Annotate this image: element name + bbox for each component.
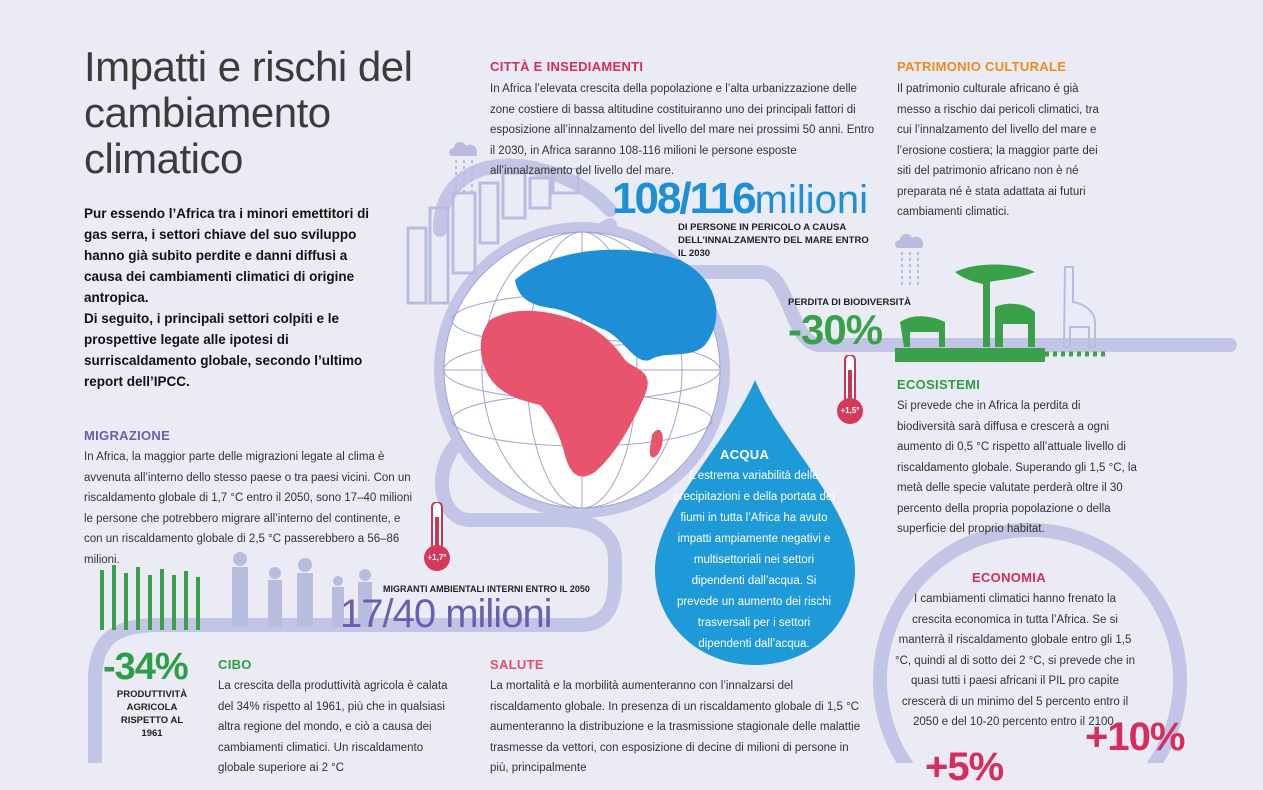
acqua-text: L’estrema variabilità delle precipitazioni e della portata dei fiumi in tutta l’Africa ha avuto impatti ampiamente negativi e multisettoriali nei settori dipendenti dall’acqua. Si prevede un aumento dei rischi trasversali per i settori dipendenti dall’acqua. bbox=[673, 470, 835, 650]
cibo-caption: PRODUTTIVITÀ AGRICOLA RISPETTO AL 1961 bbox=[116, 689, 188, 739]
economia-figure-10: +10% bbox=[1085, 715, 1185, 759]
thermometer-icon bbox=[835, 355, 865, 425]
acqua-heading: ACQUA bbox=[720, 447, 770, 462]
city-skyline-illustration bbox=[398, 168, 598, 308]
economia-figure-5: +5% bbox=[925, 745, 1004, 789]
salute-text: La mortalità e la morbilità aumenteranno con l’innalzarsi del riscaldamento globale. In presenza di un riscaldamento globale di 1,5 °C aumenteranno la distribuzione e la trasmissione stagionale delle malattie trasmesse da vettori, con esposizione di decine di milioni di persone in più, principalmente bbox=[490, 680, 861, 774]
economia-heading: ECONOMIA bbox=[972, 570, 1046, 585]
ecosistemi-text: Si prevede che in Africa la perdita di biodiversità sarà diffusa e crescerà a ogni aumento di 0,5 °C rispetto all’attuale livello di riscaldamento globale. Superando gli 1,5 °C, la metà delle specie valutate perderà oltre il 30 percento della propria popolazione o della superficie del proprio habitat. bbox=[897, 400, 1137, 535]
citta-caption: DI PERSONE IN PERICOLO A CAUSA DELL’INNALZAMENTO DEL MARE ENTRO IL 2030 bbox=[678, 222, 869, 259]
thermometer-label: +1,5° bbox=[840, 406, 860, 415]
lead-paragraph: Pur essendo l’Africa tra i minori emettitori di gas serra, i settori chiave del suo sviluppo hanno già subito perdite e danni diffusi a causa dei cambiamenti climatici di origine antropica. Di seguito, i principali settori colpiti e le prospettive legate alle ipotesi di surriscaldamento globale, secondo l’ultimo report dell’IPCC. bbox=[84, 206, 370, 389]
thermometer-icon bbox=[422, 502, 452, 572]
migrazione-text: In Africa, la maggior parte delle migrazioni legate al clima è avvenuta all’interno dello stesso paese o tra paesi vicini. Con un riscaldamento globale di 1,7 °C entro il 2050, sono 17–40 milioni le persone che potrebbero migrare all’interno del continente, e con un riscaldamento globale di 2,5 °C passerebbero a 56–86 milioni. bbox=[84, 451, 413, 566]
migrazione-heading: MIGRAZIONE bbox=[84, 428, 171, 443]
economia-text: I cambiamenti climatici hanno frenato la crescita economica in tutta l’Africa. Se si manterrà il riscaldamento globale entro gli 1,5 °C, quindi al di sotto dei 2 °C, si prevede che in quasi tutti i paesi africani il PIL pro capite crescerà di un minimo del 5 percento entro il 2050 e del 10-20 percento entro il 2100. bbox=[895, 593, 1135, 728]
cibo-figure: -34% bbox=[103, 646, 188, 688]
thermometer-label: +1,7° bbox=[427, 553, 447, 562]
biodiversita-figure: -30% bbox=[788, 306, 883, 353]
citta-heading: CITTÀ E INSEDIAMENTI bbox=[490, 59, 644, 74]
rain-cloud-icon bbox=[446, 138, 482, 198]
citta-figure-number: 108/116 bbox=[612, 174, 755, 223]
ecosistemi-heading: ECOSISTEMI bbox=[897, 377, 981, 392]
wildlife-illustration bbox=[895, 262, 1110, 367]
cibo-text: La crescita della produttività agricola è calata del 34% rispetto al 1961, più che in qualsiasi altra regione del mondo, e ciò a causa dei cambiamenti climatici. Un riscaldamento globale superiore ai 2 °C bbox=[218, 680, 448, 774]
patrimonio-text: Il patrimonio culturale africano è già messo a rischio dai pericoli climatici, tra cui l’innalzamento del livello del mare e l’erosione costiera; la maggior parte dei siti del patrimonio africano non è né preparata né è stata adattata ai futuri cambiamenti climatici. bbox=[897, 83, 1099, 218]
citta-figure-unit: milioni bbox=[754, 178, 868, 222]
cibo-heading: CIBO bbox=[218, 657, 252, 672]
migrazione-figure: 17/40 milioni bbox=[340, 592, 552, 636]
biodiversita-caption: PERDITA DI BIODIVERSITÀ bbox=[788, 297, 911, 308]
page-title: Impatti e rischi del cambiamento climatico bbox=[84, 43, 413, 182]
citta-figure bbox=[612, 174, 868, 224]
patrimonio-heading: PATRIMONIO CULTURALE bbox=[897, 59, 1067, 74]
salute-heading: SALUTE bbox=[490, 657, 544, 672]
citta-text: In Africa l’elevata crescita della popolazione e l’alta urbanizzazione delle zone costiere di bassa altitudine costituiranno uno dei principali fattori di esposizione all’innalzamento del livello del mare nei prossimi 50 anni. Entro il 2030, in Africa saranno 108-116 milioni le persone esposte all’innalzamento del livello del mare. bbox=[490, 83, 875, 177]
migrazione-caption: MIGRANTI AMBIENTALI INTERNI ENTRO IL 2050 bbox=[383, 584, 590, 594]
